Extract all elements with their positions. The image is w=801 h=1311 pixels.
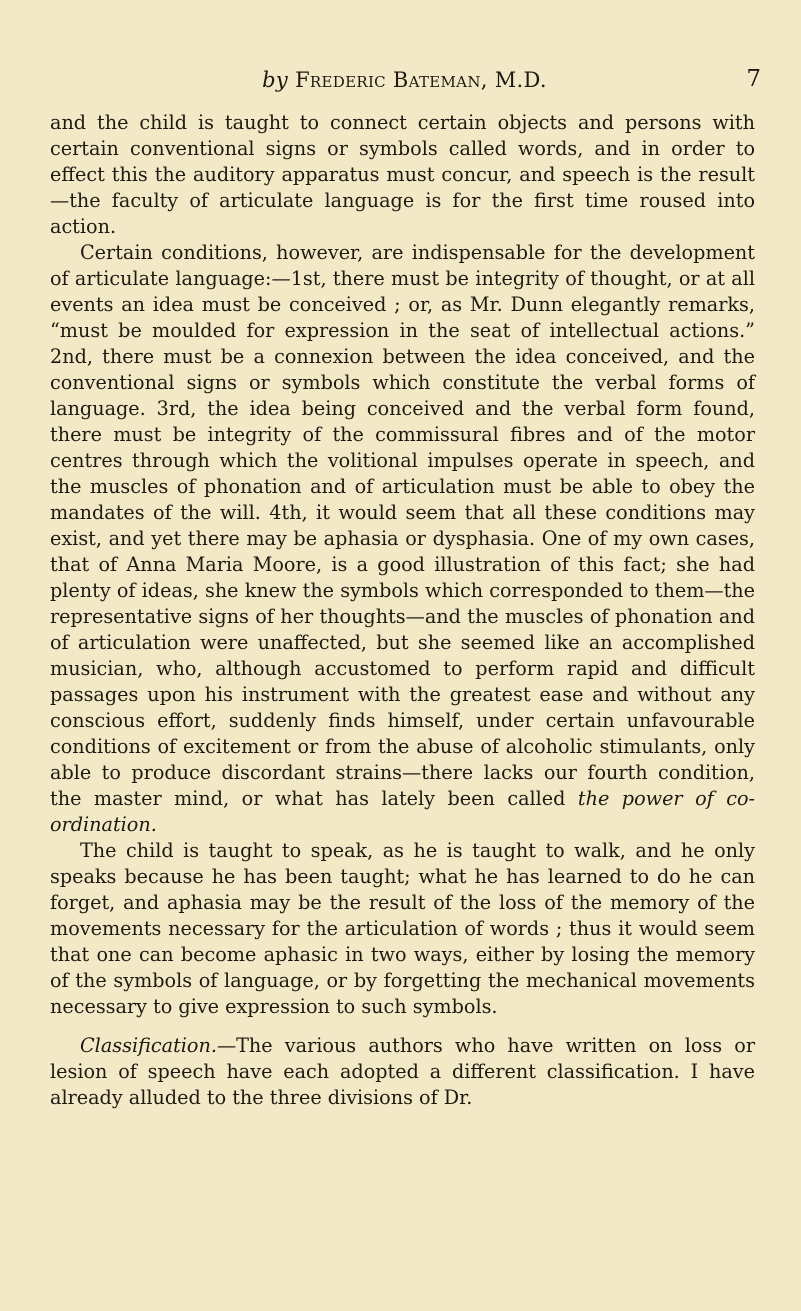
paragraph-child-speech: The child is taught to speak, as he is taught to walk, and he only speaks because he has been taught; what he has learned to do he can forget, and aphasia may be the result of the loss of the memory of the movements necessary for the articulation of words ; thus it would seem that one can become aphasic in two ways, either by losing the memory of the symbols of language, or by forgetting the mechanical movements necessary to give expression to such symbols.: [50, 839, 755, 1018]
paragraph-conditions-text: Certain conditions, however, are indispensable for the development of articulate language:—1st, there must be integrity of thought, or at all events an idea must be conceived ; or, as Mr. Dunn elegantly remarks, “must be moulded for expression in the seat of intellectual actions.” 2nd, there must be a connexion between the idea conceived, and the conventional signs or symbols which constitute the verbal forms of language. 3rd, the idea being conceived and the verbal form found, there must be integrity of the commissural fibres and of the motor centres through which the volitional impulses operate in speech, and the muscles of phonation and of articulation must be able to obey the mandates of the will. 4th, it would seem that all these conditions may exist, and yet there may be aphasia or dysphasia. One of my own cases, that of Anna Maria Moore, is a good illustration of this fact; she had plenty of ideas, she knew the symbols which corresponded to them—the representative signs of her thoughts—and the muscles of phonation and of articulation were unaffected, but she seemed like an accomplished musician, who, although accustomed to perform rapid and difficult passages upon his instrument with the greatest ease and without any conscious effort, suddenly finds himself, under certain unfavourable conditions of excitement or from the abuse of alcoholic stimulants, only able to produce discordant strains—there lacks our fourth condition, the master mind, or what has lately been called: [50, 241, 755, 810]
page-number: 7: [746, 66, 761, 92]
power-of-coordination-emphasis: the power of co-ordination.: [50, 787, 755, 836]
classification-heading: Classification.: [80, 1034, 217, 1057]
body-text: [50, 110, 755, 1111]
classification-text: —The various authors who have written on loss or lesion of speech have each adopted a different classification. I have already alluded to the three divisions of Dr.: [50, 1034, 755, 1109]
running-head-prefix: by: [262, 68, 289, 92]
running-head: [40, 68, 769, 92]
running-head-author: Frederic Bateman, M.D.: [295, 68, 547, 92]
paragraph-classification: [50, 1033, 755, 1111]
paragraph-conditions: [50, 240, 755, 838]
paragraph-continuation: and the child is taught to connect certain objects and persons with certain conventional signs or symbols called words, and in order to effect this the auditory apparatus must concur, and speech is the result—the faculty of articulate language is for the first time roused into action.: [50, 111, 755, 238]
page-header: [40, 68, 769, 98]
